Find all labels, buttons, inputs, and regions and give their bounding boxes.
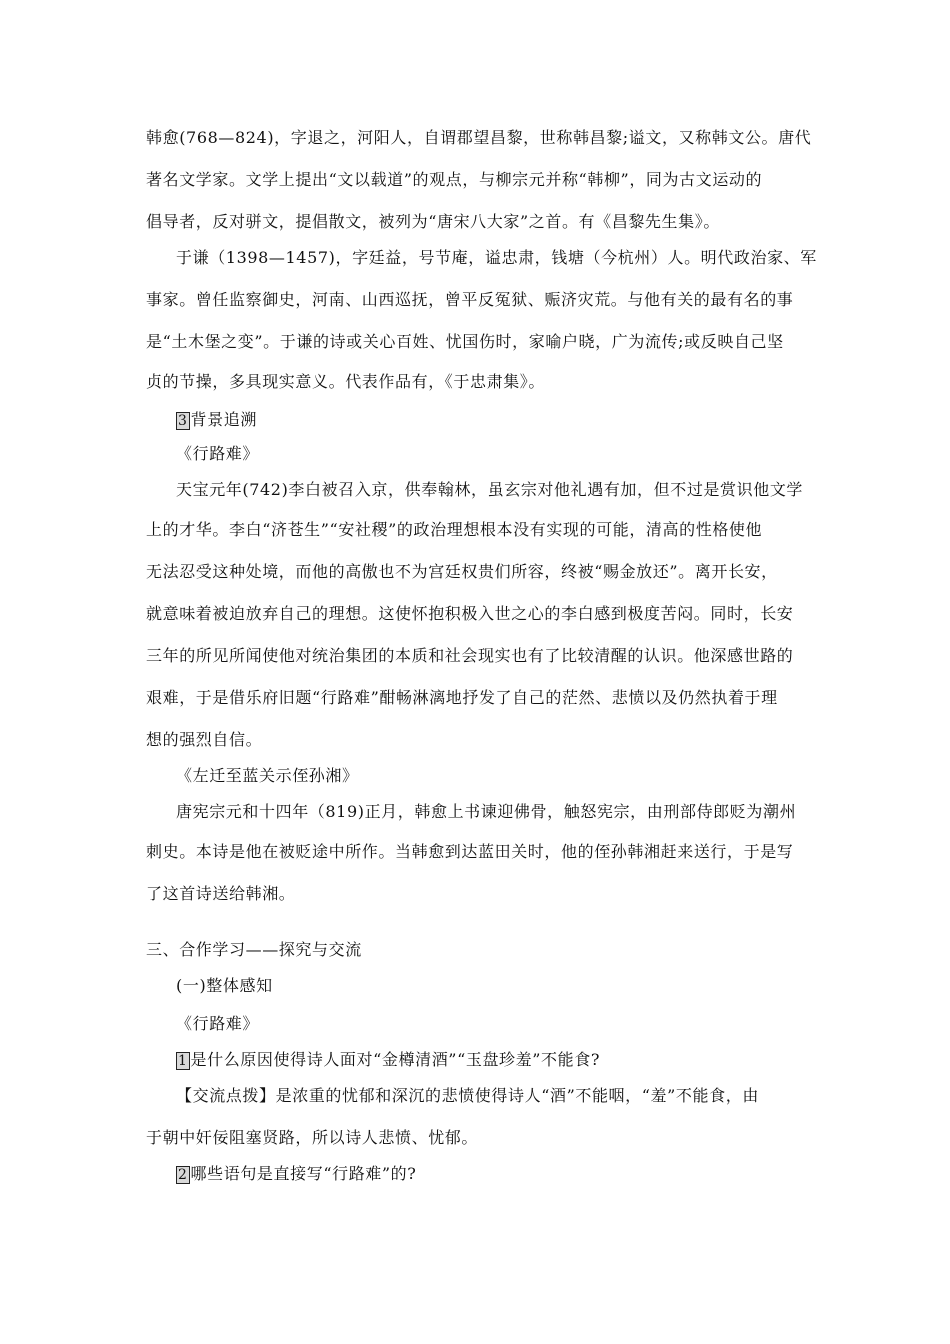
- han-yu-line-1: 韩愈(768—824)，字退之，河阳人，自谓郡望昌黎，世称韩昌黎;谥文，又称韩文公。唐代: [146, 128, 812, 147]
- xinglu-bg-line-3: 无法忍受这种处境，而他的高傲也不为宫廷权贵们所容，终被“赐金放还”。离开长安，: [146, 562, 778, 581]
- han-yu-line-3: 倡导者，反对骈文，提倡散文，被列为“唐宋八大家”之首。有《昌黎先生集》。: [146, 212, 720, 231]
- yu-qian-line-2: 事家。曾任监察御史，河南、山西巡抚，曾平反冤狱、赈济灾荒。与他有关的最有名的事: [146, 290, 794, 309]
- background-heading-text: 背景追溯: [190, 410, 257, 429]
- han-yu-line-2: 著名文学家。文学上提出“文以载道”的观点，与柳宗元并称“韩柳”，同为古文运动的: [146, 170, 763, 189]
- question-1: [176, 1050, 600, 1070]
- xinglu-bg-line-4: 就意味着被迫放弃自己的理想。这使怀抱积极入世之心的李白感到极度苦闷。同时，长安: [146, 604, 794, 623]
- section-number-badge: 3: [178, 413, 188, 429]
- question-number-badge: 1: [178, 1053, 188, 1069]
- question-1-text: 是什么原因使得诗人面对“金樽清酒”“玉盘珍羞”不能食?: [190, 1050, 601, 1069]
- yu-qian-line-3: 是“土木堡之变”。于谦的诗或关心百姓、忧国伤时，家喻户晓，广为流传;或反映自己坚: [146, 332, 784, 351]
- zuoqian-title: 《左迁至蓝关示侄孙湘》: [176, 766, 359, 785]
- answer-1-line-2: 于朝中奸佞阻塞贤路，所以诗人悲愤、忧郁。: [146, 1128, 479, 1147]
- zuoqian-bg-line-2: 刺史。本诗是他在被贬途中所作。当韩愈到达蓝田关时，他的侄孙韩湘赶来送行，于是写: [146, 842, 794, 861]
- question-2: [176, 1164, 416, 1184]
- yu-qian-line-1: 于谦（1398—1457)，字廷益，号节庵，谥忠肃，钱塘（今杭州）人。明代政治家、军: [176, 248, 817, 267]
- overview-heading: (一)整体感知: [176, 976, 273, 995]
- zuoqian-bg-line-3: 了这首诗送给韩湘。: [146, 884, 296, 903]
- question-number-badge: 2: [178, 1167, 188, 1183]
- xinglu-bg-line-1: 天宝元年(742)李白被召入京，供奉翰林，虽玄宗对他礼遇有加，但不过是赏识他文学: [176, 480, 804, 499]
- xinglu-bg-line-2: 上的才华。李白“济苍生”“安社稷”的政治理想根本没有实现的可能，清高的性格使他: [146, 520, 763, 539]
- background-heading: [176, 410, 257, 430]
- xinglu-title: 《行路难》: [176, 444, 260, 463]
- zuoqian-bg-line-1: 唐宪宗元和十四年（819)正月，韩愈上书谏迎佛骨，触怒宪宗，由刑部侍郎贬为潮州: [176, 802, 797, 821]
- xinglu-bg-line-5: 三年的所见所闻使他对统治集团的本质和社会现实也有了比较清醒的认识。他深感世路的: [146, 646, 794, 665]
- question-2-text: 哪些语句是直接写“行路难”的?: [190, 1164, 417, 1183]
- xinglu-bg-line-7: 想的强烈自信。: [146, 730, 263, 749]
- xinglu-bg-line-6: 艰难，于是借乐府旧题“行路难”酣畅淋漓地抒发了自己的茫然、悲愤以及仍然执着于理: [146, 688, 778, 707]
- section3-heading: 三、合作学习——探究与交流: [146, 940, 362, 959]
- answer-1-line-1: 【交流点拨】是浓重的忧郁和深沉的悲愤使得诗人“酒”不能咽，“羞”不能食，由: [176, 1086, 759, 1105]
- yu-qian-line-4: 贞的节操，多具现实意义。代表作品有，《于忠肃集》。: [146, 372, 546, 391]
- xinglu-title-2: 《行路难》: [176, 1014, 260, 1033]
